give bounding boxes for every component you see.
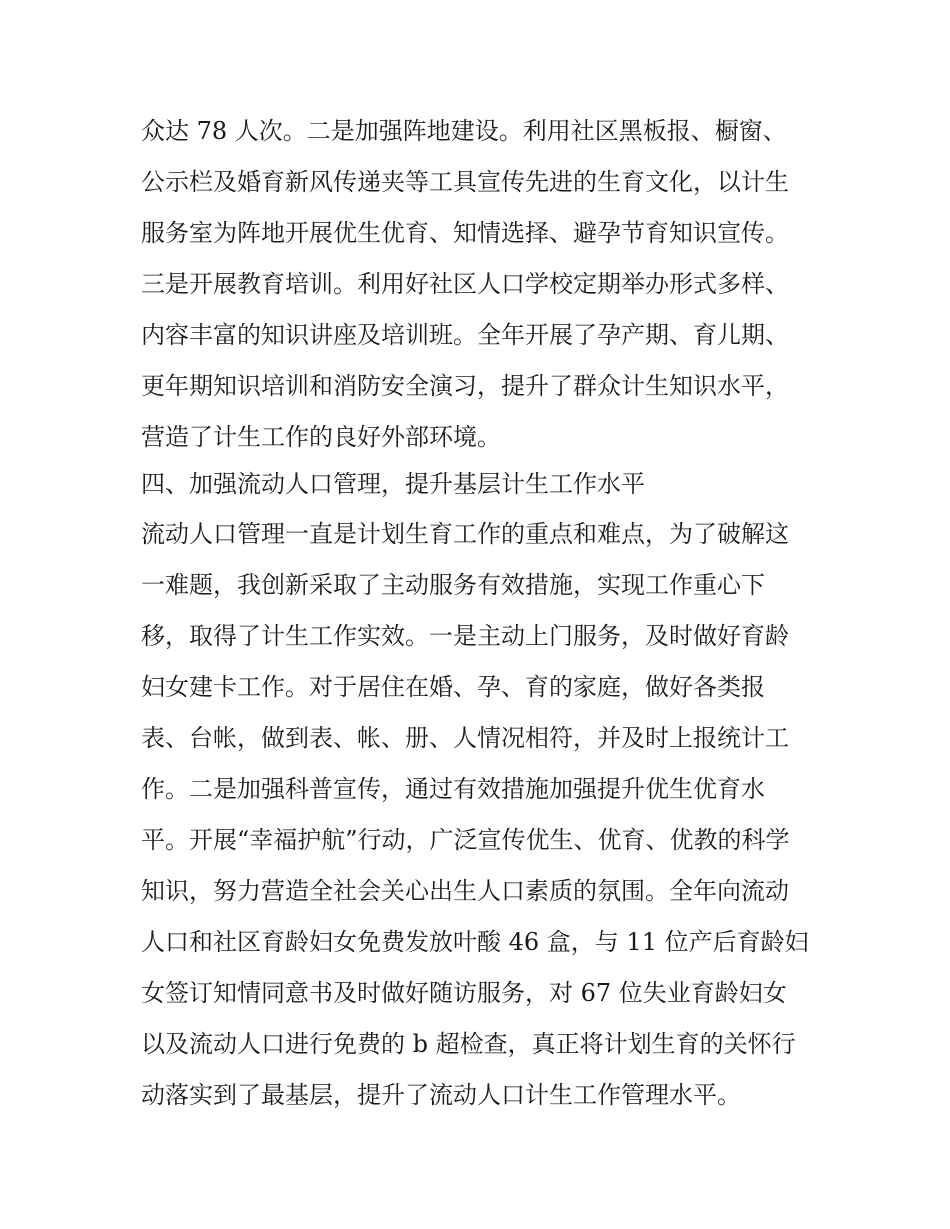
document-body xyxy=(141,106,821,1121)
section-heading: 四、加强流动人口管理，提升基层计生工作水平 xyxy=(141,470,645,498)
paragraph-line: 一难题，我创新采取了主动服务有效措施，实现工作重心下 xyxy=(141,571,765,599)
paragraph-line: 公示栏及婚育新风传递夹等工具宣传先进的生育文化，以计生 xyxy=(141,168,789,196)
paragraph-line: 众达 78 人次。二是加强阵地建设。利用社区黑板报、橱窗、 xyxy=(141,117,787,145)
paragraph-line: 移，取得了计生工作实效。一是主动上门服务，及时做好育龄 xyxy=(141,622,789,650)
paragraph-line: 服务室为阵地开展优生优育、知情选择、避孕节育知识宣传。 xyxy=(141,219,789,247)
paragraph-line: 人口和社区育龄妇女免费发放叶酸 46 盒，与 11 位产后育龄妇 xyxy=(141,928,809,956)
paragraph-line: 动落实到了最基层，提升了流动人口计生工作管理水平。 xyxy=(141,1081,741,1109)
paragraph-line: 作。二是加强科普宣传，通过有效措施加强提升优生优育水 xyxy=(141,775,765,803)
paragraph-line: 知识，努力营造全社会关心出生人口素质的氛围。全年向流动 xyxy=(141,877,789,905)
paragraph-line: 女签订知情同意书及时做好随访服务，对 67 位失业育龄妇女 xyxy=(141,979,787,1007)
paragraph-line: 表、台帐，做到表、帐、册、人情况相符，并及时上报统计工 xyxy=(141,724,789,752)
paragraph-line: 营造了计生工作的良好外部环境。 xyxy=(141,423,501,451)
paragraph-line: 平。开展“幸福护航”行动，广泛宣传优生、优育、优教的科学 xyxy=(141,826,790,854)
paragraph-line: 内容丰富的知识讲座及培训班。全年开展了孕产期、育儿期、 xyxy=(141,321,789,349)
paragraph-line: 更年期知识培训和消防安全演习，提升了群众计生知识水平， xyxy=(141,372,789,400)
paragraph-line: 妇女建卡工作。对于居住在婚、孕、育的家庭，做好各类报 xyxy=(141,673,765,701)
paragraph-line: 三是开展教育培训。利用好社区人口学校定期举办形式多样、 xyxy=(141,270,789,298)
paragraph-line: 流动人口管理一直是计划生育工作的重点和难点，为了破解这 xyxy=(141,520,789,548)
paragraph-line: 以及流动人口进行免费的 b 超检查，真正将计划生育的关怀行 xyxy=(141,1030,796,1058)
